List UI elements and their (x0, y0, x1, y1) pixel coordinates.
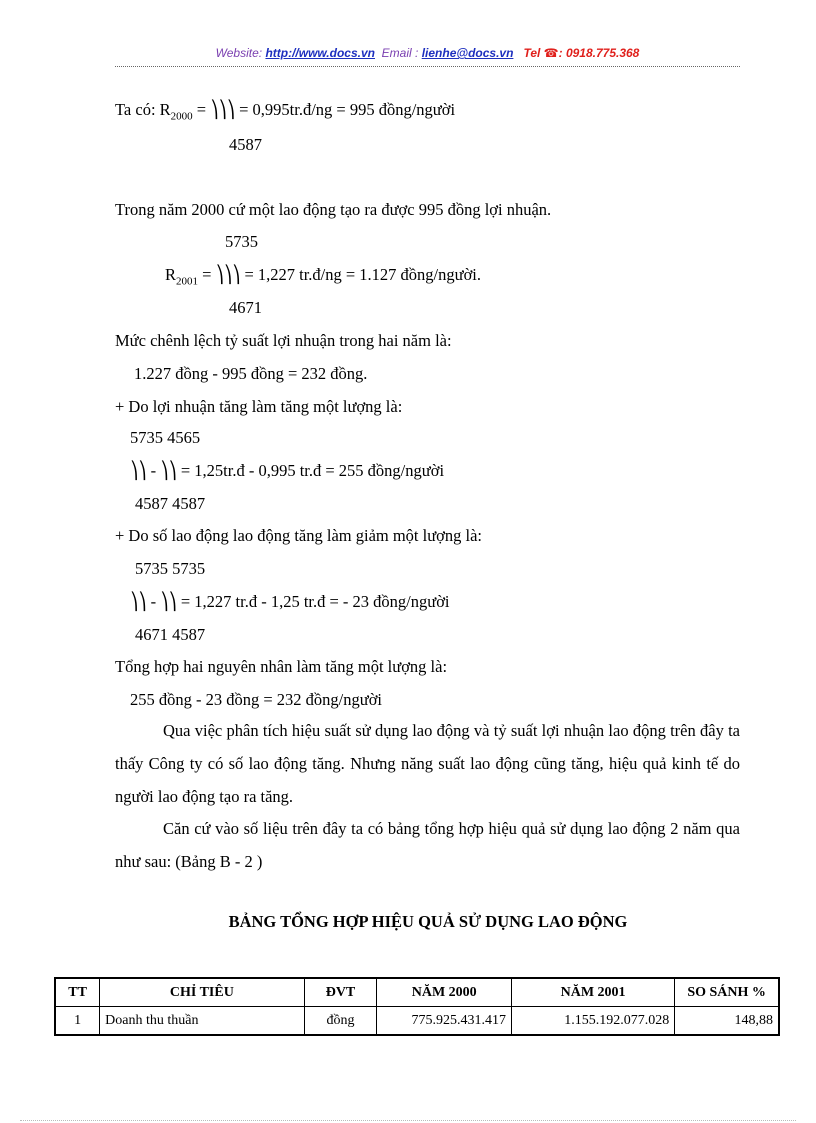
text-line-2000: Trong năm 2000 cứ một lao động tạo ra được 995 đồng lợi nhuận. (115, 200, 552, 219)
denominator-r2000: 4587 (229, 135, 262, 154)
website-label: Website: (215, 46, 266, 60)
header-unit: ĐVT (304, 978, 377, 1007)
formula-r2000: Ta có: $R_{2000}$ = ⎞⎞⎞ = 0,995tr.đ/ng = 995 đồng/người (115, 100, 456, 123)
text-line-total: Tổng hợp hai nguyên nhân làm tăng một lượng là: (115, 657, 448, 676)
denominator-r2001: 4671 (229, 298, 262, 317)
footer-divider (20, 1120, 796, 1121)
denominators-profit: 4587 4587 (135, 494, 206, 513)
formula-labor: ⎞⎞ - ⎞⎞ = 1,227 tr.đ - 1,25 tr.đ = - 23 đồng/người (130, 592, 450, 611)
summary-table (54, 977, 780, 1036)
numerators-profit: 5735 4565 (130, 428, 201, 447)
difference-calc: 1.227 đồng - 995 đồng = 232 đồng. (134, 364, 368, 383)
paragraph-summary: Căn cứ vào số liệu trên đây ta có bảng tổng hợp hiệu quả sử dụng lao động 2 năm qua như sau: (Bảng B - 2 ) (115, 819, 740, 871)
tel-value: 0918.775.368 (565, 46, 640, 60)
denominators-labor: 4671 4587 (135, 625, 206, 644)
table-header-row (55, 978, 779, 1007)
tel-label: Tel ☎: (523, 46, 566, 60)
cell-tt: 1 (55, 1007, 100, 1036)
cell-year-2000: 775.925.431.417 (377, 1007, 512, 1036)
total-calc: 255 đồng - 23 đồng = 232 đồng/người (130, 690, 383, 709)
table-row (55, 1007, 779, 1036)
text-line-profit: + Do lợi nhuận tăng làm tăng một lượng là: (115, 397, 403, 416)
header-indicator: CHỈ TIÊU (100, 978, 304, 1007)
text-line-labor: + Do số lao động lao động tăng làm giảm một lượng là: (115, 526, 483, 545)
email-label: Email : (381, 46, 422, 60)
header-divider (115, 66, 740, 67)
paragraph-analysis: Qua việc phân tích hiệu suất sử dụng lao động và tỷ suất lợi nhuận lao động trên đây ta thấy Công ty có số lao động tăng. Nhưng năng suất lao động cũng tăng, hiệu quả kinh tế do người lao động tạo ra tăng. (115, 721, 740, 806)
formula-r2001: $R_{2001}$ = ⎞⎞⎞ = 1,227 tr.đ/ng = 1.127 đồng/người. (165, 265, 482, 288)
header-year-2000: NĂM 2000 (377, 978, 512, 1007)
numerators-labor: 5735 5735 (135, 559, 206, 578)
email-link[interactable]: lienhe@docs.vn (421, 46, 514, 60)
page-header (115, 46, 740, 60)
header-year-2001: NĂM 2001 (511, 978, 674, 1007)
numerator-r2001: 5735 (225, 232, 258, 251)
formula-profit: ⎞⎞ - ⎞⎞ = 1,25tr.đ - 0,995 tr.đ = 255 đồng/người (130, 461, 445, 480)
website-link[interactable]: http://www.docs.vn (265, 46, 375, 60)
cell-indicator: Doanh thu thuần (100, 1007, 304, 1036)
text-line-difference: Mức chênh lệch tỷ suất lợi nhuận trong hai năm là: (115, 331, 452, 350)
header-compare: SO SÁNH % (675, 978, 779, 1007)
header-tt: TT (55, 978, 100, 1007)
cell-unit: đồng (304, 1007, 377, 1036)
table-title: BẢNG TỔNG HỢP HIỆU QUẢ SỬ DỤNG LAO ĐỘNG (228, 912, 628, 931)
cell-year-2001: 1.155.192.077.028 (511, 1007, 674, 1036)
cell-compare: 148,88 (675, 1007, 779, 1036)
